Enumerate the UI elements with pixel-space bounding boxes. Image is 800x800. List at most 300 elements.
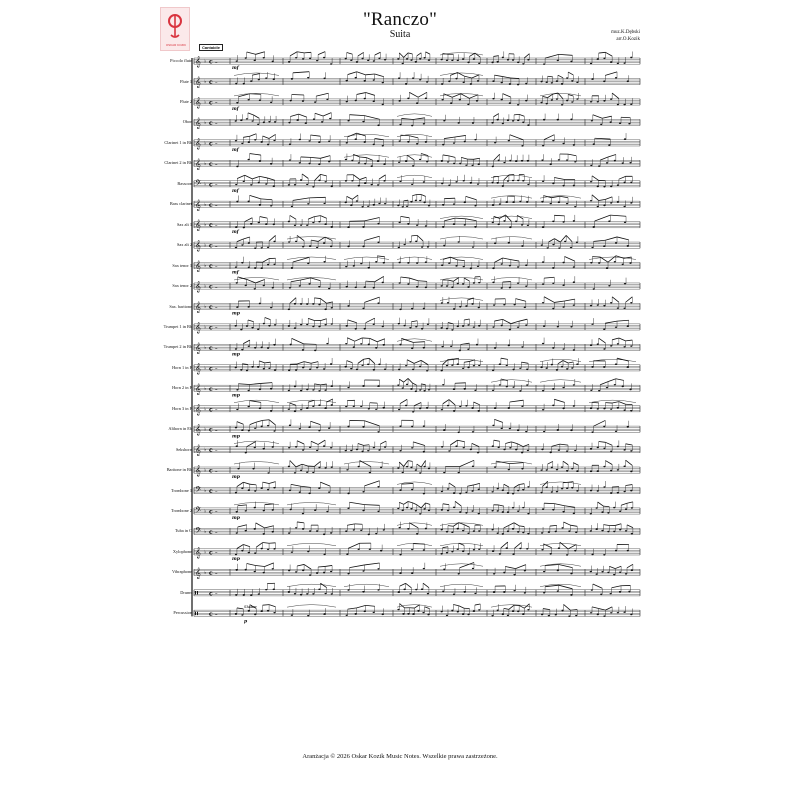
note-head [607,531,609,533]
note-head [527,513,529,515]
note-head [362,570,364,572]
note-head [630,490,632,492]
note-head [240,120,242,122]
note-head [465,512,467,514]
note-head [318,326,320,328]
note-head [331,404,333,406]
note-head [470,268,472,270]
note-head [627,366,629,368]
note-head [331,385,333,387]
time-signature: c [209,590,213,598]
note-head [558,247,560,249]
note-beam [250,401,261,403]
note-head [615,326,617,328]
note-head [557,326,559,328]
note-head [477,183,479,185]
note-beam [290,52,297,56]
note-head [235,247,237,249]
note-head [603,58,605,60]
note-head [590,471,592,473]
note-beam [550,525,557,526]
note-head [377,431,379,433]
note-beam [320,174,326,176]
composer-credit: muz.K.Dębski [611,30,640,35]
note-head [561,610,563,612]
note-beam [353,154,359,157]
slur [344,155,389,158]
note-beam [619,338,626,341]
note-head [428,389,430,391]
note-head [593,143,595,145]
note-head [254,571,256,573]
note-head [610,408,612,410]
flat-icon: ♭ [204,181,207,188]
note-head [360,343,362,345]
note-beam [544,277,554,278]
note-head [491,491,493,493]
note-beam [592,402,599,403]
note-head [590,305,592,307]
flat-icon: ♭ [204,344,207,351]
rest-icon: – [215,509,218,516]
note-beam [260,176,268,178]
note-head [409,327,411,329]
note-head [245,57,247,59]
note-head [274,121,276,123]
note-head [451,364,453,366]
note-head [571,80,573,82]
note-head [615,77,617,79]
dynamic-marking: mp [232,516,240,522]
note-head [323,534,325,536]
note-head [373,204,375,206]
treble-clef-icon: 𝄞 [195,424,201,436]
note-head [423,347,425,349]
rest-icon: – [215,59,218,66]
dynamic-marking: mp [232,475,240,481]
note-head [237,468,239,470]
note-head [566,470,568,472]
note-head [624,221,626,223]
note-head [540,81,542,83]
note-head [502,614,504,616]
note-beam [409,136,418,138]
note-head [347,120,349,122]
note-head [441,611,443,613]
note-beam [612,93,619,98]
note-head [443,245,445,247]
note-beam [558,361,563,364]
slur [440,257,483,260]
instrument-label: Percussion [173,610,192,616]
note-head [383,180,385,182]
note-head [628,123,630,125]
note-head [248,242,250,244]
note-head [397,205,399,207]
slur [440,564,483,567]
note-head [288,408,290,410]
note-head [302,349,304,351]
note-head [323,554,325,556]
note-beam [510,135,524,140]
note-head [570,594,572,596]
note-beam [413,442,425,446]
dynamic-marking: mf [232,270,239,276]
note-beam [301,278,311,280]
flat-icon: ♭ [204,222,207,229]
note-head [493,591,495,593]
note-head [543,431,545,433]
time-signature: c [209,610,213,618]
note-head [512,369,514,371]
note-beam [612,338,619,340]
note-beam [423,583,429,587]
note-head [458,472,460,474]
note-beam [609,566,615,568]
note-beam [453,358,458,359]
note-head [345,366,347,368]
note-head [361,58,363,60]
note-head [331,307,333,309]
note-beam [366,318,375,322]
flat-icon: ♭ [204,79,207,86]
treble-clef-icon: 𝄞 [195,158,201,170]
treble-clef-icon: 𝄞 [195,56,201,68]
note-head [288,370,290,372]
note-head [254,139,256,141]
note-head [399,282,401,284]
note-head [561,83,563,85]
note-head [455,265,457,267]
note-beam [290,460,296,466]
note-head [423,549,425,551]
note-beam [592,195,599,201]
note-beam [469,53,474,56]
note-head [263,57,265,59]
note-head [598,165,600,167]
note-beam [327,302,333,303]
note-head [362,226,364,228]
note-beam [560,196,568,197]
note-head [441,59,443,61]
note-head [562,262,564,264]
note-head [300,470,302,472]
note-head [442,384,444,386]
score-subtitle: Suita [389,29,411,40]
note-head [492,204,494,206]
note-head [412,613,414,615]
note-head [254,288,256,290]
note-beam [494,319,502,321]
note-head [508,469,510,471]
note-head [506,547,508,549]
note-head [517,611,519,613]
note-head [473,58,475,60]
treble-clef-icon: 𝄞 [195,220,201,232]
note-head [367,364,369,366]
note-head [603,328,605,330]
note-head [525,285,527,287]
note-head [519,201,521,203]
note-head [541,449,543,451]
note-head [512,493,514,495]
note-beam [554,177,564,179]
note-head [308,493,310,495]
note-beam [411,235,417,236]
note-beam [261,199,272,200]
note-head [324,389,326,391]
note-head [561,488,563,490]
time-signature: c [209,242,213,250]
note-head [398,591,400,593]
note-head [576,470,578,472]
note-head [291,551,293,553]
note-head [574,206,576,208]
note-head [252,468,254,470]
note-beam [261,383,272,384]
note-head [546,367,548,369]
note-head [562,143,564,145]
slur [234,502,279,505]
note-beam [616,379,624,381]
note-head [576,98,578,100]
slur [397,114,432,117]
note-head [615,430,617,432]
note-head [248,610,250,612]
note-head [499,203,501,205]
note-head [419,159,421,161]
note-head [590,200,592,202]
logo-text: OSKAR KOZIK [165,43,187,47]
note-beam [296,464,302,467]
note-head [507,180,509,182]
note-beam [599,199,606,200]
flat-icon: ♭ [204,467,207,474]
note-head [499,384,501,386]
note-beam [548,76,553,77]
note-beam [605,197,612,200]
note-beam [461,94,470,99]
note-head [364,163,366,165]
note-head [236,282,238,284]
note-head [557,429,559,431]
note-beam [465,76,472,78]
note-head [294,184,296,186]
instrument-label: Bassoon [177,180,192,186]
note-head [316,60,318,62]
note-beam [364,358,370,359]
note-head [371,184,373,186]
flat-icon: ♭ [204,488,207,495]
note-head [361,451,363,453]
note-head [540,492,542,494]
note-head [378,449,380,451]
rest-icon: – [215,141,218,148]
note-head [491,122,493,124]
note-head [494,243,496,245]
note-head [308,283,310,285]
note-head [330,363,332,365]
note-head [494,142,496,144]
instrument-label: Clarinet 2 in Bb [164,160,192,166]
note-beam [595,138,611,139]
note-beam [459,606,464,609]
note-beam [421,360,428,364]
note-head [353,406,355,408]
note-beam [247,279,256,282]
note-beam [448,280,453,281]
note-head [307,203,309,205]
note-beam [314,298,320,299]
note-head [574,450,576,452]
note-head [603,100,605,102]
slur [287,257,336,260]
note-head [297,119,299,121]
note-head [597,58,599,60]
note-head [465,491,467,493]
time-signature: c [209,488,213,496]
note-beam [544,135,554,140]
note-beam [304,564,311,569]
note-beam [250,154,261,155]
note-head [345,58,347,60]
note-head [261,141,263,143]
note-head [402,63,404,65]
note-head [457,528,459,530]
note-head [323,57,325,59]
note-head [464,202,466,204]
note-head [474,593,476,595]
note-head [627,245,629,247]
note-head [312,593,314,595]
note-head [472,246,474,248]
note-head [261,267,263,269]
note-beam [323,113,331,116]
note-head [453,163,455,165]
note-head [561,104,563,106]
note-head [265,223,267,225]
note-beam [252,176,260,179]
note-head [295,369,297,371]
note-beam [409,278,418,281]
note-beam [292,95,304,96]
note-beam [380,441,386,444]
note-beam [559,54,573,55]
note-head [422,612,424,614]
note-beam [401,277,410,278]
note-head [419,58,421,60]
slur [440,237,483,240]
note-head [623,465,625,467]
note-beam [365,236,380,240]
dynamic-marking: mp [232,352,240,358]
note-head [384,203,386,205]
dynamic-marking: mf [232,148,239,153]
note-head [617,104,619,106]
note-head [570,61,572,63]
note-head [347,226,349,228]
time-signature: c [209,160,213,168]
note-head [492,98,494,100]
slur [397,175,432,178]
note-head [590,571,592,573]
note-head [302,528,304,530]
note-head [288,570,290,572]
note-head [346,614,348,616]
note-head [515,221,517,223]
note-head [573,185,575,187]
note-head [524,592,526,594]
note-head [522,180,524,182]
note-beam [464,525,469,528]
note-head [606,162,608,164]
note-beam [421,384,425,385]
note-head [240,329,242,331]
note-head [411,183,413,185]
note-head [501,82,503,84]
note-beam [348,543,359,548]
note-head [506,386,508,388]
treble-clef-icon: 𝄞 [195,302,201,313]
note-head [426,81,428,83]
note-head [617,62,619,64]
note-head [552,308,554,310]
note-beam [444,198,455,199]
note-head [497,182,499,184]
note-head [267,472,269,474]
note-head [273,344,275,346]
note-head [345,450,347,452]
note-beam [407,155,414,160]
note-head [384,446,386,448]
note-beam [503,258,511,260]
note-head [526,369,528,371]
note-head [542,145,544,147]
note-head [606,387,608,389]
note-head [492,326,494,328]
note-head [331,226,333,228]
treble-clef-icon: 𝄞 [195,404,201,416]
note-head [419,366,421,368]
note-beam [494,114,499,117]
note-beam [457,440,464,442]
rest-icon: – [215,570,218,577]
note-head [525,264,527,266]
note-beam [504,608,509,609]
note-beam [290,403,296,405]
note-head [566,450,568,452]
note-head [295,446,297,448]
note-head [416,102,418,104]
note-head [458,573,460,575]
note-head [399,450,401,452]
note-beam [519,114,524,116]
note-head [302,513,304,515]
note-head [570,326,572,328]
instrument-label: Trumpet 1 in Bb [163,323,192,329]
note-beam [293,72,309,73]
note-head [471,490,473,492]
note-head [610,470,612,472]
note-head [362,510,364,512]
note-head [497,61,499,63]
note-head [576,81,578,83]
note-beam [627,564,633,568]
note-head [373,447,375,449]
note-head [258,182,260,184]
note-beam [347,524,355,525]
note-beam [237,545,243,549]
